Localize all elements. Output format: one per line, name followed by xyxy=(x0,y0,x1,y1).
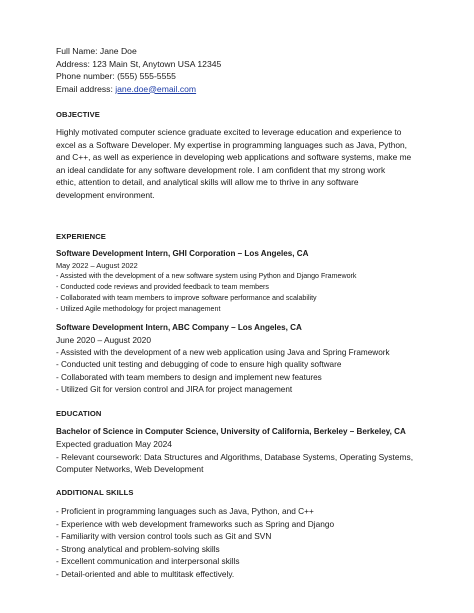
skill-item: - Detail-oriented and able to multitask effectively. xyxy=(56,568,235,579)
education-heading: EDUCATION xyxy=(56,409,102,418)
objective-heading: OBJECTIVE xyxy=(56,110,100,119)
email-line xyxy=(56,83,221,96)
objective-line: Highly motivated computer science graduate excited to leverage education and experience to xyxy=(56,127,402,137)
skill-item: - Proficient in programming languages such as Java, Python, and C++ xyxy=(56,506,314,516)
education-entry xyxy=(56,426,426,476)
objective-line: excel as a Software Developer. My expertise in programming languages such as Java, Python, xyxy=(56,139,408,150)
objective-line: development environment. xyxy=(56,189,155,200)
email-label: Email address: xyxy=(56,83,116,94)
job-bullet: - Utilized Git for version control and JIRA for project management xyxy=(56,385,293,394)
job-bullet: - Utilized Agile methodology for project management xyxy=(56,305,221,314)
contact-info xyxy=(56,45,221,95)
job-entry-ghi xyxy=(56,248,426,315)
email-link[interactable]: jane.doe@email.com xyxy=(115,83,197,94)
objective-line: and C++, as well as experience in developing web applications and software systems, make me xyxy=(56,152,412,162)
skill-item: - Strong analytical and problem-solving skills xyxy=(56,543,220,554)
job-bullet: - Assisted with the development of a new software system using Python and Django Framework xyxy=(56,272,357,280)
objective-line: an ideal candidate for any software development role. I am confident that my strong work xyxy=(56,164,386,175)
skill-item: - Excellent communication and interpersonal skills xyxy=(56,556,240,567)
job-entry-abc xyxy=(56,322,426,397)
job-bullet: - Conducted code reviews and provided feedback to team members xyxy=(56,283,269,292)
job-title: Software Development Intern, ABC Company – Los Angeles, CA xyxy=(56,323,302,332)
skill-item: - Familiarity with version control tools such as Git and SVN xyxy=(56,531,272,542)
address-line: Address: 123 Main St, Anytown USA 12345 xyxy=(56,58,222,69)
skills-heading: ADDITIONAL SKILLS xyxy=(56,488,134,497)
job-bullet: - Conducted unit testing and debugging of code to ensure high quality software xyxy=(56,360,342,369)
skill-item: - Experience with web development frameworks such as Spring and Django xyxy=(56,518,335,529)
phone-line: Phone number: (555) 555-5555 xyxy=(56,71,176,81)
coursework-line: - Relevant coursework: Data Structures and Algorithms, Database Systems, Operating Systems, xyxy=(56,451,414,462)
job-dates: June 2020 – August 2020 xyxy=(56,335,151,345)
objective-line: ethic, attention to detail, and analytical skills will allow me to thrive in any software xyxy=(56,177,359,187)
full-name-line: Full Name: Jane Doe xyxy=(56,46,137,56)
job-bullet: - Collaborated with team members to improve software performance and scalability xyxy=(56,294,317,303)
degree-line: Bachelor of Science in Computer Science, University of California, Berkeley – Berkeley, CA xyxy=(56,427,406,436)
skills-list xyxy=(56,505,426,581)
job-title: Software Development Intern, GHI Corporation – Los Angeles, CA xyxy=(56,249,309,258)
coursework-line: Computer Networks, Web Development xyxy=(56,464,204,474)
job-bullet: - Assisted with the development of a new web application using Java and Spring Framework xyxy=(56,347,390,357)
objective-paragraph xyxy=(56,126,420,201)
experience-heading: EXPERIENCE xyxy=(56,232,106,241)
job-dates: May 2022 – August 2022 xyxy=(56,261,138,270)
job-bullet: - Collaborated with team members to design and implement new features xyxy=(56,372,322,382)
graduation-line: Expected graduation May 2024 xyxy=(56,439,172,449)
